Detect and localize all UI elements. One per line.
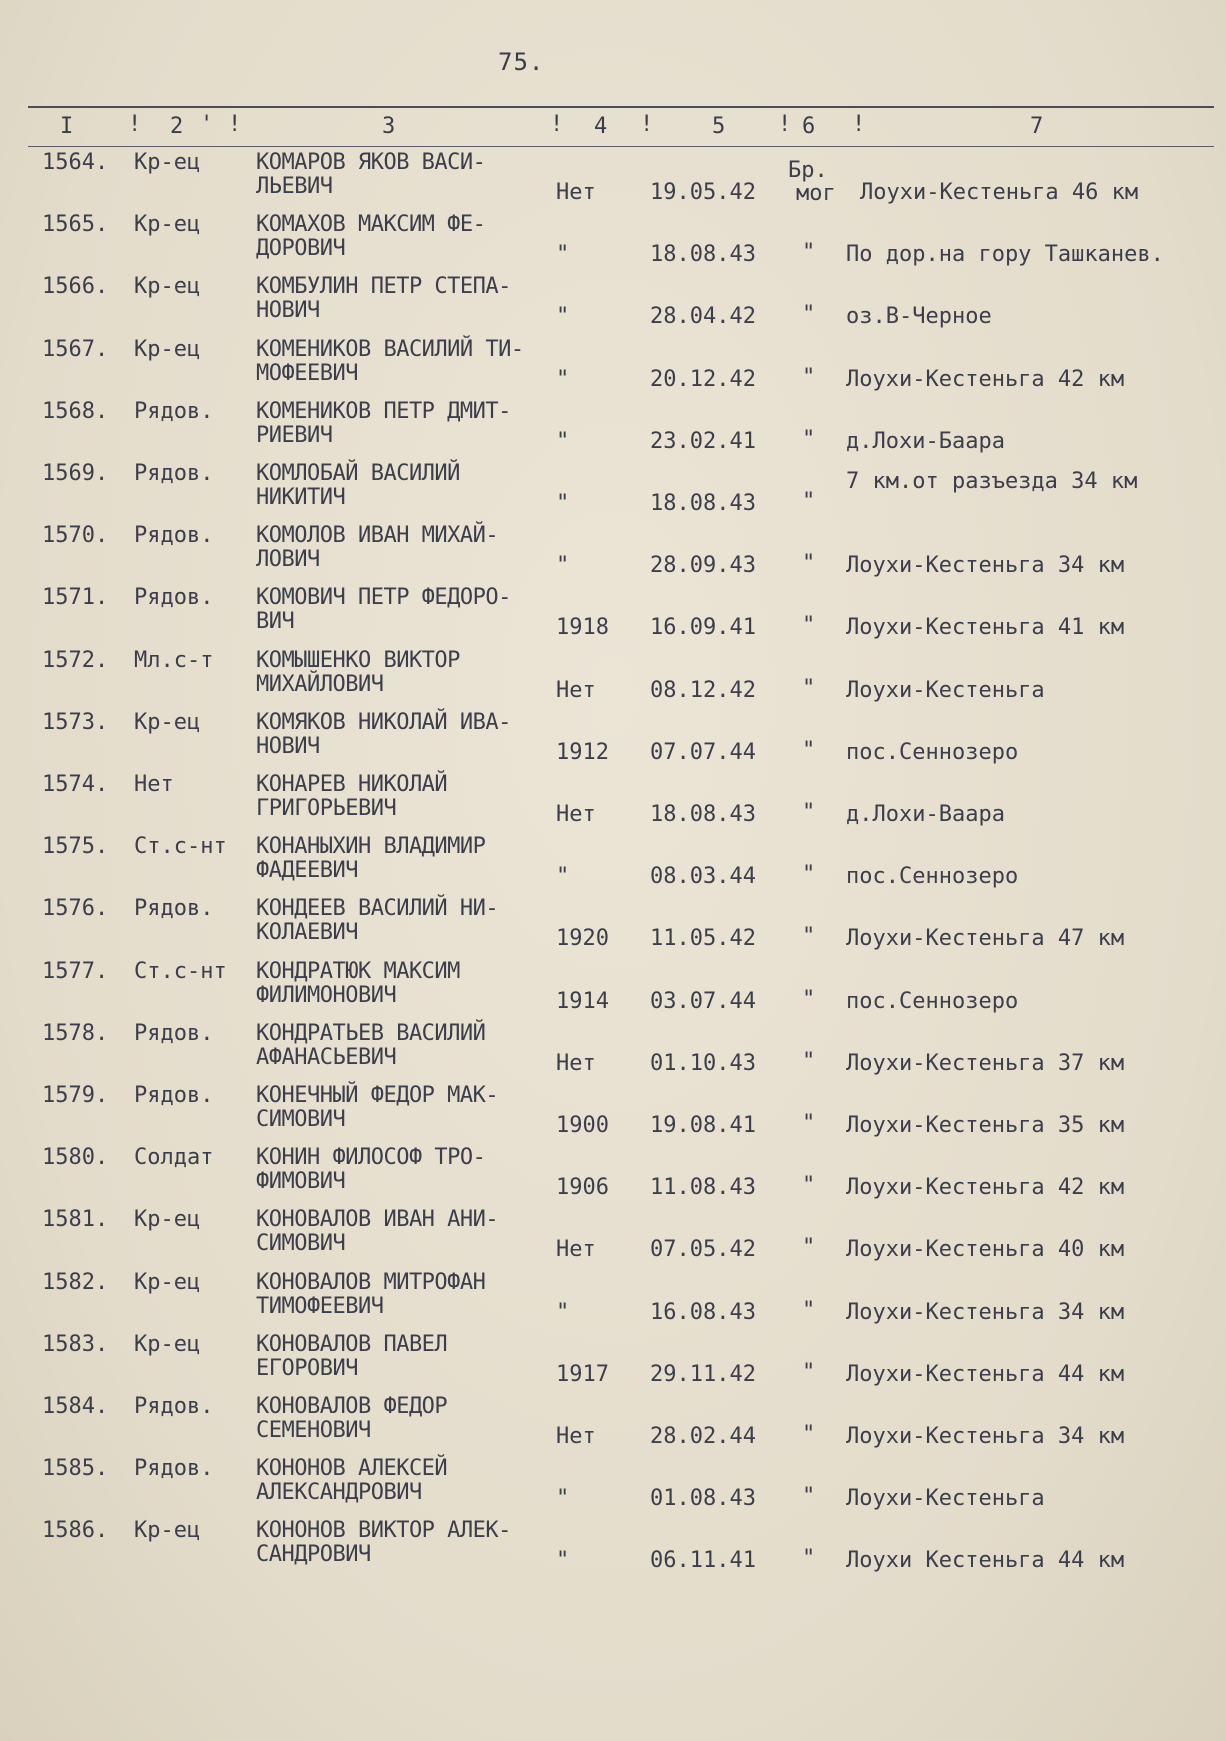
record-burial-place: Лоухи-Кестеньга 37 км	[846, 1050, 1125, 1076]
record-burial-place: Лоухи-Кестеньга 41 км	[846, 615, 1125, 641]
col-header-2: 2	[170, 114, 184, 139]
col-header-6: 6	[802, 114, 816, 139]
record-number: 1572.	[42, 647, 109, 673]
record-burial-place: пос.Сеннозеро	[846, 988, 1019, 1014]
record-death-date: 18.08.43	[650, 242, 756, 268]
record-number: 1568.	[42, 398, 109, 424]
col-header-5: 5	[712, 114, 726, 139]
record-name-line2: АЛЕКСАНДРОВИЧ	[256, 1480, 422, 1506]
record-name-line2: КОЛАЕВИЧ	[256, 920, 358, 946]
record-death-date: 08.12.42	[650, 677, 756, 703]
record-grave-type: "	[802, 1422, 816, 1447]
record-burial-place: пос.Сеннозеро	[846, 739, 1019, 765]
record-grave-type: "	[802, 551, 816, 577]
record-name-line2: ФИЛИМОНОВИЧ	[256, 982, 397, 1008]
record-rank: Кр-ец	[134, 1331, 201, 1357]
record-birth-year: "	[556, 242, 570, 268]
record-birth-year: 1912	[556, 739, 609, 765]
record-number: 1573.	[42, 709, 109, 735]
record-number: 1575.	[42, 834, 109, 860]
col-header-1: I	[60, 114, 74, 139]
record-name-line2: ВИЧ	[256, 609, 295, 635]
col-separator: !	[128, 112, 142, 137]
record-death-date: 20.12.42	[650, 366, 756, 392]
record-birth-year: "	[556, 491, 570, 516]
record-name-line1: КОНАРЕВ НИКОЛАЙ	[256, 772, 448, 797]
record-birth-year: "	[556, 428, 570, 454]
record-grave-type: "	[802, 862, 816, 888]
record-rank: Кр-ец	[134, 1269, 201, 1295]
record-burial-place: Лоухи-Кестеньга	[846, 677, 1045, 703]
record-death-date: 16.09.41	[650, 615, 756, 641]
table-row	[0, 1083, 1226, 1145]
table-row	[0, 710, 1226, 772]
record-name-line2: ГРИГОРЬЕВИЧ	[256, 796, 397, 821]
record-burial-place: Лоухи-Кестеньга 34 км	[846, 1424, 1125, 1449]
record-name-line1: КОНДЕЕВ ВАСИЛИЙ НИ-	[256, 896, 499, 922]
record-death-date: 11.08.43	[650, 1175, 756, 1201]
record-rank: Рядов.	[134, 585, 214, 611]
record-name-line2: ДОРОВИЧ	[256, 236, 346, 262]
record-birth-year: "	[556, 1486, 570, 1512]
record-name-line1: КОНДРАТЬЕВ ВАСИЛИЙ	[256, 1020, 486, 1046]
record-name-line1: КОНИН ФИЛОСОФ ТРО-	[256, 1145, 486, 1171]
record-name-line2: САНДРОВИЧ	[256, 1542, 371, 1568]
record-rank: Рядов.	[134, 1020, 214, 1046]
table-row	[0, 1207, 1226, 1269]
record-death-date: 28.09.43	[650, 553, 756, 579]
record-name-line1: КОНАНЫХИН ВЛАДИМИР	[256, 834, 486, 860]
record-number: 1580.	[42, 1145, 109, 1171]
record-number: 1585.	[42, 1456, 109, 1482]
record-number: 1581.	[42, 1207, 109, 1233]
record-burial-place: Лоухи-Кестеньга 40 км	[846, 1237, 1125, 1263]
record-burial-place: Лоухи-Кестеньга 42 км	[846, 1175, 1125, 1201]
record-rank: Кр-ец	[134, 709, 201, 735]
record-burial-place: Лоухи-Кестеньга 42 км	[846, 366, 1125, 392]
record-birth-year: 1918	[556, 615, 609, 641]
record-number: 1584.	[42, 1394, 109, 1419]
table-row	[0, 150, 1226, 212]
record-burial-place: Лоухи-Кестеньга 34 км	[846, 1299, 1125, 1325]
record-name-line1: КОНОНОВ ВИКТОР АЛЕК-	[256, 1518, 511, 1544]
record-death-date: 28.04.42	[650, 304, 756, 330]
header-bottom-rule	[28, 146, 1214, 147]
record-birth-year: Нет	[556, 1237, 596, 1263]
record-name-line2: МОФЕЕВИЧ	[256, 360, 358, 386]
record-birth-year: "	[556, 304, 570, 330]
record-rank: Кр-ец	[134, 274, 201, 300]
record-number: 1566.	[42, 274, 109, 300]
record-birth-year: Нет	[556, 1424, 596, 1449]
record-number: 1576.	[42, 896, 109, 922]
record-birth-year: 1917	[556, 1361, 609, 1387]
record-name-line2: СИМОВИЧ	[256, 1107, 346, 1132]
table-row	[0, 212, 1226, 274]
record-death-date: 23.02.41	[650, 428, 756, 454]
record-burial-place: Лоухи-Кестеньга 47 км	[846, 926, 1125, 952]
table-row	[0, 274, 1226, 336]
record-name-line2: НОВИЧ	[256, 733, 320, 759]
record-birth-year: 1906	[556, 1175, 609, 1201]
record-name-line2: МИХАЙЛОВИЧ	[256, 671, 384, 697]
record-burial-place: Лоухи-Кестеньга 34 км	[846, 553, 1125, 579]
record-rank: Рядов.	[134, 896, 214, 922]
table-row	[0, 337, 1226, 399]
record-grave-type: "	[802, 1297, 816, 1323]
record-rank: Рядов.	[134, 398, 214, 424]
table-row	[0, 1332, 1226, 1394]
record-number: 1564.	[42, 150, 109, 175]
record-name-line2: НИКИТИЧ	[256, 485, 346, 510]
record-birth-year: "	[556, 1299, 570, 1325]
record-rank: Ст.с-нт	[134, 958, 227, 984]
record-rank: Кр-ец	[134, 1518, 201, 1544]
record-burial-place: Лоухи Кестеньга 44 км	[846, 1548, 1125, 1574]
table-row	[0, 1270, 1226, 1332]
record-number: 1582.	[42, 1269, 109, 1295]
record-grave-type: "	[802, 240, 816, 266]
record-death-date: 19.05.42	[650, 180, 756, 205]
record-grave-type: "	[802, 737, 816, 763]
record-name-line1: КОНДРАТЮК МАКСИМ	[256, 958, 460, 984]
record-number: 1565.	[42, 212, 109, 238]
col-header-7: 7	[1030, 114, 1044, 139]
table-row	[0, 461, 1226, 523]
record-name-line2: НОВИЧ	[256, 298, 320, 324]
record-grave-type: "	[802, 675, 816, 701]
header-top-rule	[28, 106, 1214, 108]
record-name-line1: КОНОВАЛОВ ФЕДОР	[256, 1394, 448, 1419]
record-grave-type: "	[802, 1111, 816, 1136]
record-birth-year: "	[556, 1548, 570, 1574]
record-birth-year: 1900	[556, 1113, 609, 1138]
record-name-line2: АФАНАСЬЕВИЧ	[256, 1044, 397, 1070]
record-grave-type: "	[802, 302, 816, 328]
record-rank: Рядов.	[134, 523, 214, 549]
record-number: 1567.	[42, 336, 109, 362]
record-name-line2: ФАДЕЕВИЧ	[256, 858, 358, 884]
record-number: 1583.	[42, 1331, 109, 1357]
record-grave-type: "	[802, 364, 816, 390]
record-burial-place: Лоухи-Кестеньга 35 км	[846, 1113, 1125, 1138]
record-death-date: 29.11.42	[650, 1361, 756, 1387]
col-separator: !	[640, 112, 654, 137]
record-rank: Кр-ец	[134, 336, 201, 362]
record-death-date: 07.07.44	[650, 739, 756, 765]
record-rank: Рядов.	[134, 461, 214, 486]
record-burial-place: Лоухи-Кестеньга 46 км	[860, 180, 1139, 205]
record-name-line1: КОМОВИЧ ПЕТР ФЕДОРО-	[256, 585, 511, 611]
record-grave-type: "	[802, 1048, 816, 1074]
record-birth-year: Нет	[556, 802, 596, 827]
record-rank: Кр-ец	[134, 1207, 201, 1233]
record-birth-year: 1914	[556, 988, 609, 1014]
col-separator: !	[778, 112, 792, 137]
table-row	[0, 1021, 1226, 1083]
record-grave-type: "	[802, 1546, 816, 1572]
record-grave-type: "	[802, 1235, 816, 1261]
record-death-date: 18.08.43	[650, 491, 756, 516]
record-burial-place: Лоухи-Кестеньга 44 км	[846, 1361, 1125, 1387]
record-name-line2: СЕМЕНОВИЧ	[256, 1418, 371, 1443]
record-number: 1577.	[42, 958, 109, 984]
record-name-line1: КОМЕНИКОВ ПЕТР ДМИТ-	[256, 398, 511, 424]
col-separator: '	[200, 112, 214, 137]
record-name-line1: КОНОНОВ АЛЕКСЕЙ	[256, 1456, 448, 1482]
record-grave-type: "	[802, 1359, 816, 1385]
record-name-line2: ЛЬЕВИЧ	[256, 174, 333, 199]
col-separator: !	[550, 112, 564, 137]
record-number: 1579.	[42, 1083, 109, 1108]
table-row	[0, 1456, 1226, 1518]
record-birth-year: Нет	[556, 677, 596, 703]
record-name-line1: КОМЛОБАЙ ВАСИЛИЙ	[256, 461, 460, 486]
record-grave-type: "	[802, 986, 816, 1012]
record-burial-place: Лоухи-Кестеньга	[846, 1486, 1045, 1512]
record-name-line1: КОНОВАЛОВ ПАВЕЛ	[256, 1331, 448, 1357]
record-name-line2: РИЕВИЧ	[256, 422, 333, 448]
record-name-line1: КОМАРОВ ЯКОВ ВАСИ-	[256, 150, 486, 175]
record-name-line1: КОНЕЧНЫЙ ФЕДОР МАК-	[256, 1083, 499, 1108]
record-birth-year: "	[556, 864, 570, 890]
record-name-line1: КОНОВАЛОВ ИВАН АНИ-	[256, 1207, 499, 1233]
table-row	[0, 772, 1226, 834]
record-death-date: 16.08.43	[650, 1299, 756, 1325]
record-burial-place: д.Лохи-Баара	[846, 428, 1005, 454]
table-row	[0, 1145, 1226, 1207]
table-row	[0, 896, 1226, 958]
record-death-date: 18.08.43	[650, 802, 756, 827]
record-number: 1574.	[42, 772, 109, 797]
record-name-line2: ЕГОРОВИЧ	[256, 1355, 358, 1381]
record-name-line1: КОМЕНИКОВ ВАСИЛИЙ ТИ-	[256, 336, 524, 362]
col-header-4: 4	[594, 114, 608, 139]
record-name-line1: КОМАХОВ МАКСИМ ФЕ-	[256, 212, 486, 238]
table-row	[0, 959, 1226, 1021]
record-rank: Солдат	[134, 1145, 214, 1171]
record-number: 1570.	[42, 523, 109, 549]
record-grave-type: "	[802, 924, 816, 950]
record-birth-year: 1920	[556, 926, 609, 952]
col-separator: !	[852, 112, 866, 137]
record-death-date: 11.05.42	[650, 926, 756, 952]
record-number: 1569.	[42, 461, 109, 486]
record-number: 1571.	[42, 585, 109, 611]
record-rank: Ст.с-нт	[134, 834, 227, 860]
page-number: 75.	[498, 48, 545, 76]
record-death-date: 06.11.41	[650, 1548, 756, 1574]
record-burial-place: пос.Сеннозеро	[846, 864, 1019, 890]
record-grave-type-line2: мог	[796, 181, 836, 206]
record-name-line2: ФИМОВИЧ	[256, 1169, 346, 1195]
record-name-line1: КОМБУЛИН ПЕТР СТЕПА-	[256, 274, 511, 300]
record-rank: Кр-ец	[134, 212, 201, 238]
record-grave-type: "	[802, 1484, 816, 1510]
record-death-date: 28.02.44	[650, 1424, 756, 1449]
record-grave-type: "	[802, 1173, 816, 1199]
record-grave-type: "	[802, 613, 816, 639]
record-death-date: 01.10.43	[650, 1050, 756, 1076]
record-rank: Рядов.	[134, 1456, 214, 1482]
record-death-date: 19.08.41	[650, 1113, 756, 1138]
record-name-line2: ТИМОФЕЕВИЧ	[256, 1293, 384, 1319]
record-burial-place: 7 км.от разъезда 34 км	[846, 469, 1138, 494]
table-row	[0, 648, 1226, 710]
record-rank: Нет	[134, 772, 174, 797]
record-burial-place: По дор.на гору Ташканев.	[846, 242, 1164, 268]
record-rank: Рядов.	[134, 1394, 214, 1419]
col-separator: !	[228, 112, 242, 137]
record-number: 1586.	[42, 1518, 109, 1544]
record-name-line2: СИМОВИЧ	[256, 1231, 346, 1257]
record-name-line1: КОМЯКОВ НИКОЛАЙ ИВА-	[256, 709, 511, 735]
table-row	[0, 399, 1226, 461]
table-row	[0, 1518, 1226, 1580]
record-burial-place: оз.В-Черное	[846, 304, 992, 330]
col-header-3: 3	[382, 114, 396, 139]
record-birth-year: "	[556, 366, 570, 392]
table-row	[0, 1394, 1226, 1456]
record-name-line1: КОМОЛОВ ИВАН МИХАЙ-	[256, 523, 499, 549]
record-death-date: 03.07.44	[650, 988, 756, 1014]
record-birth-year: Нет	[556, 1050, 596, 1076]
record-grave-type: "	[802, 800, 816, 825]
record-death-date: 07.05.42	[650, 1237, 756, 1263]
record-name-line2: ЛОВИЧ	[256, 547, 320, 573]
record-rank: Мл.с-т	[134, 647, 214, 673]
record-rank: Рядов.	[134, 1083, 214, 1108]
record-grave-type-line1: Бр.	[788, 158, 828, 183]
table-row	[0, 523, 1226, 585]
record-name-line1: КОМЫШЕНКО ВИКТОР	[256, 647, 460, 673]
record-number: 1578.	[42, 1020, 109, 1046]
record-grave-type: "	[802, 426, 816, 452]
record-name-line1: КОНОВАЛОВ МИТРОФАН	[256, 1269, 486, 1295]
record-burial-place: д.Лохи-Ваара	[846, 802, 1005, 827]
record-death-date: 01.08.43	[650, 1486, 756, 1512]
record-birth-year: "	[556, 553, 570, 579]
record-rank: Кр-ец	[134, 150, 201, 175]
table-row	[0, 585, 1226, 647]
record-death-date: 08.03.44	[650, 864, 756, 890]
record-grave-type: "	[802, 489, 816, 514]
table-row	[0, 834, 1226, 896]
record-birth-year: Нет	[556, 180, 596, 205]
